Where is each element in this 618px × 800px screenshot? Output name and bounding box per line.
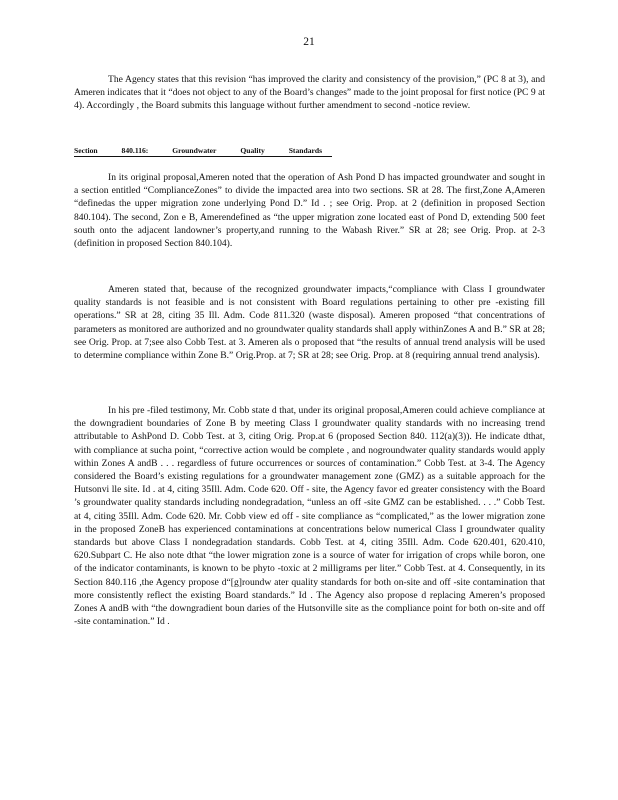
paragraph-cobb-testimony: In his pre -filed testimony, Mr. Cobb state d that, under its original proposal,Ameren could achieve compliance at the downgradient boundaries of Zone B by meeting Class I groundwater quality standards with no increasing trend attributable to AshPond D. Cobb Test. at 3, citing Orig. Prop.at 6 (proposed Section 840. 112(a)(3)). He indicate dthat, with compliance at sucha point, “corrective action would be complete , and nogroundwater quality standards would apply within Zones A andB . . . regardless of future occurrences or sources of contamination.” Cobb Test. at 3-4. The Agency considered the Board’s existing regulations for a groundwater management zone (GMZ) as a suitable approach for the Hutsonvi lle site. Id . at 4, citing 35Ill. Adm. Code 620. Off - site, the Agency favor ed greater consistency with the Board ’s groundwater quality standards including nondegradation, “unless an off -site GMZ can be established. . . .” Cobb Test. at 4, citing 35Ill. Adm. Code 620. Mr. Cobb view ed off - site compliance as “complicated,” as the lower migration zone in the proposed ZoneB has experienced contaminations at concentrations below numerical Class I groundwater quality standards but above Class I nondegradation standards. Cobb Test. at 4, citing 35Ill. Adm. Code 620.401, 620.410, 620.Subpart C. He also note dthat “the lower migration zone is a source of water for irrigation of crops while boron, one of the indicator contaminants, is known to be phyto -toxic at 2 milligrams per liter.” Cobb Test. at 4. Consequently, in its Section 840.116 ,the Agency propose d“[g]roundw ater quality standards for both on-site and off -site contamination that more consistently reflect the existing Board standards.” Id . The Agency also propose d replacing Ameren’s proposed Zones A andB with “the downgradient boun daries of the Hutsonville site as the compliance point for both on-site and off -site contamination.” Id . xyxy=(74,405,545,628)
section-number: 840.116: xyxy=(121,146,149,155)
paragraph-original-proposal: In its original proposal,Ameren noted that the operation of Ash Pond D has impacted groundwater and sought in a section entitled “ComplianceZones” to divide the impacted area into two sections. SR at 28. The first,Zone A,Ameren “definedas the upper migration zone underlying Pond D.” Id . ; see Orig. Prop. at 2 (definition in proposed Section 840.104). The second, Zon e B, Amerendefined as “the upper migration zone located east of Pond D, extending 500 feet south onto the adjacent landowner’s property,and running to the Wabash River.” SR at 28; see Orig. Prop. at 2-3 (definition in proposed Section 840.104). xyxy=(74,172,545,250)
section-title-word-groundwater: Groundwater xyxy=(172,146,217,155)
page-number: 21 xyxy=(303,36,315,48)
paragraph-board-submits-language: The Agency states that this revision “has improved the clarity and consistency of the provision,” (PC 8 at 3), and Ameren indicates that it “does not object to any of the Board’s changes” made to the joint proposal for first notice (PC 9 at 4). Accordingly , the Board submits this language without further amendment to second -notice review. xyxy=(74,74,545,112)
paragraph-ameren-stated: Ameren stated that, because of the recognized groundwater impacts,“compliance with Class I groundwater quality standards is not feasible and is not consistent with Board regulations pertaining to other pre -existing fill operations.” SR at 28, citing 35 Ill. Adm. Code 811.320 (waste disposal). Ameren proposed “that concentrations of parameters as monitored are authorized and no groundwater quality standards shall apply withinZones A and B.” SR at 28; see Orig. Prop. at 7;see also Cobb Test. at 3. Ameren als o proposed that “the results of annual trend analysis will be used to determine compliance within Zone B.” Orig.Prop. at 7; SR at 28; see Orig. Prop. at 8 (requiring annual trend analysis). xyxy=(74,284,545,362)
section-heading xyxy=(74,146,332,157)
section-title-word-standards: Standards xyxy=(288,146,323,155)
section-title-word-quality: Quality xyxy=(240,146,265,155)
section-label: Section xyxy=(74,146,98,155)
